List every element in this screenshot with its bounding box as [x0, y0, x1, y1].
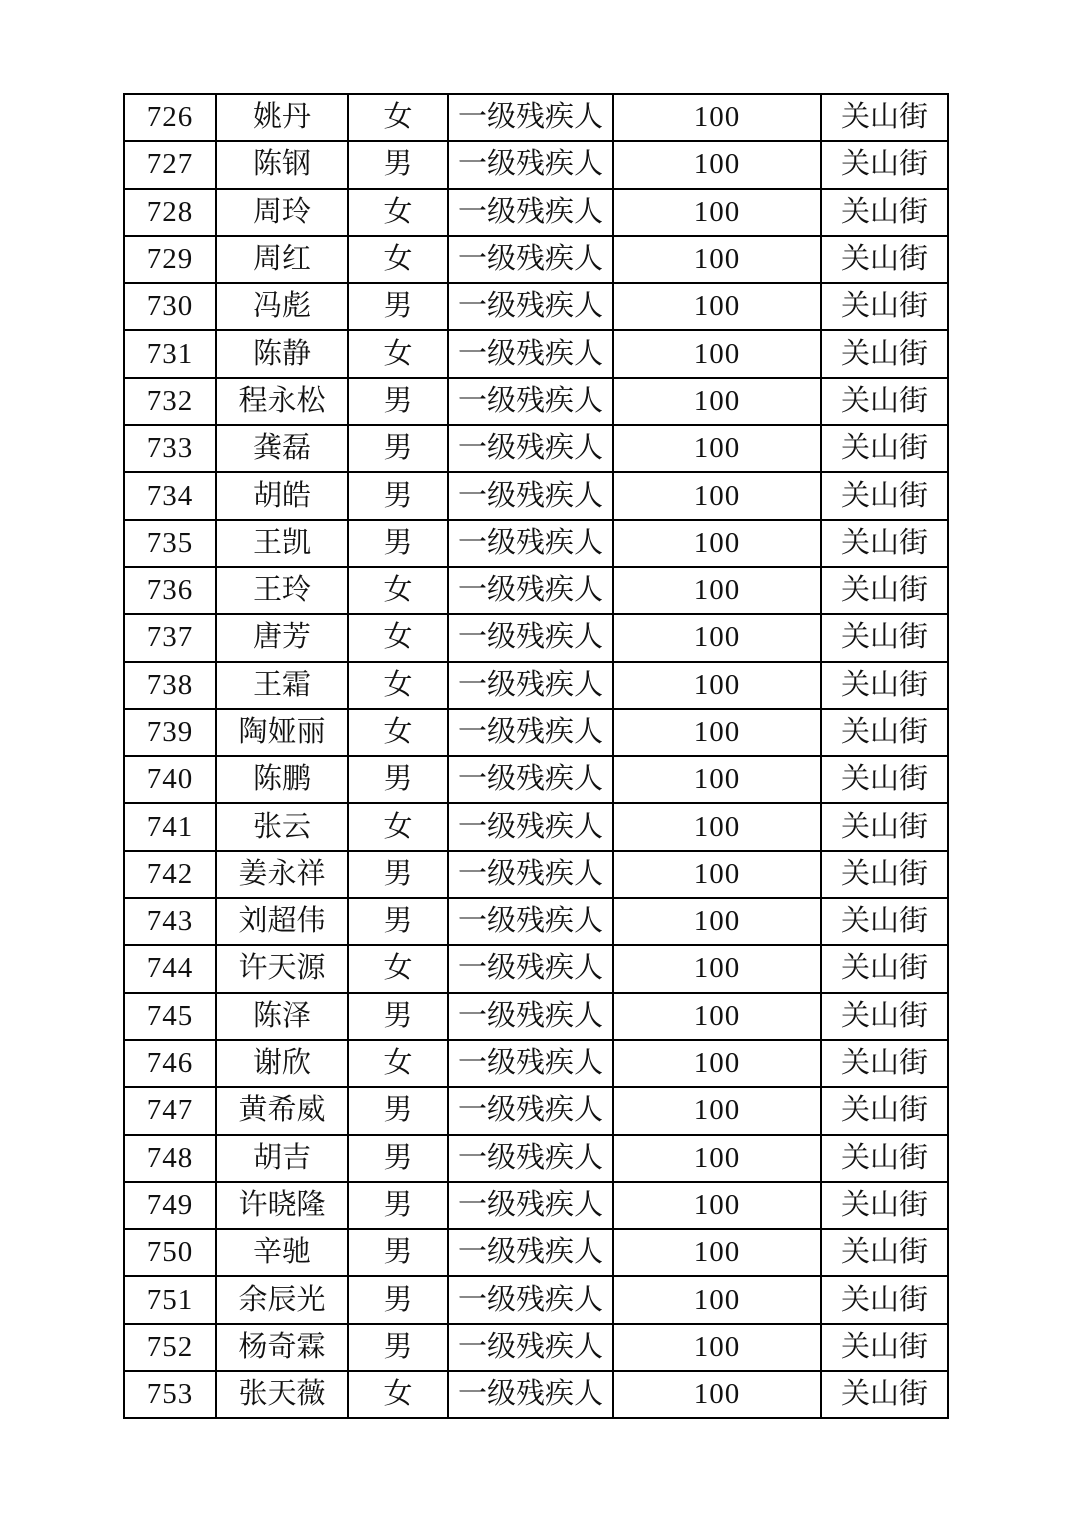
cell-gender: 女 [348, 945, 448, 992]
cell-gender: 男 [348, 1276, 448, 1323]
cell-street: 关山街 [821, 520, 948, 567]
cell-name: 张云 [216, 803, 348, 850]
table-row [124, 189, 948, 236]
table-row [124, 1182, 948, 1229]
table-row [124, 567, 948, 614]
cell-category: 一级残疾人 [448, 1135, 613, 1182]
cell-gender: 女 [348, 803, 448, 850]
cell-amount: 100 [613, 1087, 821, 1134]
cell-name: 胡吉 [216, 1135, 348, 1182]
cell-gender: 男 [348, 756, 448, 803]
cell-index: 732 [124, 378, 216, 425]
cell-street: 关山街 [821, 945, 948, 992]
table-row [124, 141, 948, 188]
cell-name: 刘超伟 [216, 898, 348, 945]
cell-amount: 100 [613, 662, 821, 709]
cell-name: 周玲 [216, 189, 348, 236]
table-row [124, 898, 948, 945]
cell-name: 姜永祥 [216, 851, 348, 898]
cell-index: 730 [124, 283, 216, 330]
cell-street: 关山街 [821, 141, 948, 188]
cell-street: 关山街 [821, 189, 948, 236]
cell-category: 一级残疾人 [448, 803, 613, 850]
cell-category: 一级残疾人 [448, 94, 613, 141]
cell-index: 752 [124, 1324, 216, 1371]
cell-amount: 100 [613, 803, 821, 850]
cell-amount: 100 [613, 141, 821, 188]
cell-category: 一级残疾人 [448, 283, 613, 330]
cell-amount: 100 [613, 945, 821, 992]
cell-street: 关山街 [821, 567, 948, 614]
cell-gender: 女 [348, 1371, 448, 1418]
cell-index: 739 [124, 709, 216, 756]
cell-category: 一级残疾人 [448, 1087, 613, 1134]
cell-street: 关山街 [821, 1371, 948, 1418]
cell-amount: 100 [613, 1276, 821, 1323]
cell-name: 姚丹 [216, 94, 348, 141]
cell-category: 一级残疾人 [448, 141, 613, 188]
cell-name: 许天源 [216, 945, 348, 992]
table-row [124, 1040, 948, 1087]
table-row [124, 662, 948, 709]
cell-name: 黄希威 [216, 1087, 348, 1134]
table-row [124, 378, 948, 425]
table-row [124, 1229, 948, 1276]
cell-street: 关山街 [821, 614, 948, 661]
cell-amount: 100 [613, 94, 821, 141]
cell-amount: 100 [613, 614, 821, 661]
cell-street: 关山街 [821, 851, 948, 898]
cell-street: 关山街 [821, 662, 948, 709]
cell-street: 关山街 [821, 898, 948, 945]
table-row [124, 1087, 948, 1134]
table-row [124, 1371, 948, 1418]
cell-gender: 男 [348, 898, 448, 945]
cell-index: 740 [124, 756, 216, 803]
cell-category: 一级残疾人 [448, 898, 613, 945]
cell-gender: 男 [348, 1135, 448, 1182]
cell-index: 749 [124, 1182, 216, 1229]
cell-index: 741 [124, 803, 216, 850]
cell-category: 一级残疾人 [448, 662, 613, 709]
cell-name: 谢欣 [216, 1040, 348, 1087]
cell-street: 关山街 [821, 1324, 948, 1371]
cell-gender: 女 [348, 1040, 448, 1087]
cell-category: 一级残疾人 [448, 756, 613, 803]
table-row [124, 425, 948, 472]
cell-gender: 男 [348, 378, 448, 425]
cell-name: 陈静 [216, 330, 348, 377]
cell-gender: 男 [348, 425, 448, 472]
cell-category: 一级残疾人 [448, 614, 613, 661]
cell-amount: 100 [613, 1229, 821, 1276]
cell-name: 陶娅丽 [216, 709, 348, 756]
cell-street: 关山街 [821, 1229, 948, 1276]
cell-amount: 100 [613, 1135, 821, 1182]
cell-name: 唐芳 [216, 614, 348, 661]
cell-street: 关山街 [821, 1135, 948, 1182]
cell-gender: 男 [348, 520, 448, 567]
cell-street: 关山街 [821, 1182, 948, 1229]
cell-index: 745 [124, 993, 216, 1040]
cell-category: 一级残疾人 [448, 425, 613, 472]
table-row [124, 851, 948, 898]
cell-name: 陈泽 [216, 993, 348, 1040]
cell-gender: 女 [348, 94, 448, 141]
cell-street: 关山街 [821, 993, 948, 1040]
cell-index: 748 [124, 1135, 216, 1182]
table-row [124, 993, 948, 1040]
cell-category: 一级残疾人 [448, 1371, 613, 1418]
table-row [124, 1324, 948, 1371]
cell-street: 关山街 [821, 803, 948, 850]
cell-category: 一级残疾人 [448, 236, 613, 283]
cell-category: 一级残疾人 [448, 709, 613, 756]
cell-name: 杨奇霖 [216, 1324, 348, 1371]
cell-category: 一级残疾人 [448, 189, 613, 236]
cell-amount: 100 [613, 236, 821, 283]
table-row [124, 330, 948, 377]
cell-category: 一级残疾人 [448, 993, 613, 1040]
cell-index: 737 [124, 614, 216, 661]
cell-name: 王玲 [216, 567, 348, 614]
cell-name: 冯彪 [216, 283, 348, 330]
cell-amount: 100 [613, 520, 821, 567]
cell-name: 张天薇 [216, 1371, 348, 1418]
cell-category: 一级残疾人 [448, 851, 613, 898]
cell-amount: 100 [613, 189, 821, 236]
cell-street: 关山街 [821, 378, 948, 425]
cell-amount: 100 [613, 1371, 821, 1418]
cell-amount: 100 [613, 567, 821, 614]
cell-amount: 100 [613, 756, 821, 803]
cell-amount: 100 [613, 283, 821, 330]
table-row [124, 803, 948, 850]
cell-street: 关山街 [821, 709, 948, 756]
cell-category: 一级残疾人 [448, 1040, 613, 1087]
table-row [124, 94, 948, 141]
cell-category: 一级残疾人 [448, 1324, 613, 1371]
cell-street: 关山街 [821, 1087, 948, 1134]
cell-amount: 100 [613, 330, 821, 377]
cell-index: 753 [124, 1371, 216, 1418]
cell-category: 一级残疾人 [448, 567, 613, 614]
cell-name: 王霜 [216, 662, 348, 709]
cell-gender: 男 [348, 851, 448, 898]
cell-index: 738 [124, 662, 216, 709]
cell-index: 733 [124, 425, 216, 472]
cell-index: 727 [124, 141, 216, 188]
cell-name: 余辰光 [216, 1276, 348, 1323]
beneficiary-roster-table [123, 93, 949, 1419]
cell-name: 胡皓 [216, 472, 348, 519]
cell-amount: 100 [613, 472, 821, 519]
cell-gender: 男 [348, 141, 448, 188]
cell-name: 王凯 [216, 520, 348, 567]
cell-index: 751 [124, 1276, 216, 1323]
cell-gender: 女 [348, 236, 448, 283]
table-row [124, 472, 948, 519]
cell-amount: 100 [613, 993, 821, 1040]
table-row [124, 236, 948, 283]
cell-amount: 100 [613, 709, 821, 756]
cell-gender: 男 [348, 1324, 448, 1371]
cell-index: 726 [124, 94, 216, 141]
cell-street: 关山街 [821, 425, 948, 472]
cell-street: 关山街 [821, 472, 948, 519]
cell-category: 一级残疾人 [448, 945, 613, 992]
cell-name: 龚磊 [216, 425, 348, 472]
cell-category: 一级残疾人 [448, 1182, 613, 1229]
cell-category: 一级残疾人 [448, 378, 613, 425]
cell-gender: 男 [348, 1229, 448, 1276]
roster-table-body [124, 94, 948, 1418]
cell-category: 一级残疾人 [448, 330, 613, 377]
cell-street: 关山街 [821, 283, 948, 330]
cell-name: 陈鹏 [216, 756, 348, 803]
cell-street: 关山街 [821, 94, 948, 141]
cell-gender: 女 [348, 709, 448, 756]
table-row [124, 614, 948, 661]
cell-amount: 100 [613, 425, 821, 472]
cell-category: 一级残疾人 [448, 520, 613, 567]
cell-index: 747 [124, 1087, 216, 1134]
cell-index: 729 [124, 236, 216, 283]
cell-amount: 100 [613, 378, 821, 425]
cell-gender: 男 [348, 993, 448, 1040]
cell-index: 734 [124, 472, 216, 519]
cell-amount: 100 [613, 1182, 821, 1229]
cell-gender: 男 [348, 472, 448, 519]
table-row [124, 1276, 948, 1323]
cell-street: 关山街 [821, 236, 948, 283]
cell-name: 辛驰 [216, 1229, 348, 1276]
cell-gender: 女 [348, 614, 448, 661]
cell-category: 一级残疾人 [448, 1276, 613, 1323]
cell-category: 一级残疾人 [448, 1229, 613, 1276]
cell-index: 742 [124, 851, 216, 898]
table-row [124, 945, 948, 992]
cell-amount: 100 [613, 1040, 821, 1087]
cell-gender: 男 [348, 283, 448, 330]
cell-street: 关山街 [821, 756, 948, 803]
cell-gender: 女 [348, 330, 448, 377]
table-row [124, 709, 948, 756]
cell-gender: 女 [348, 662, 448, 709]
cell-category: 一级残疾人 [448, 472, 613, 519]
cell-index: 746 [124, 1040, 216, 1087]
table-row [124, 1135, 948, 1182]
cell-index: 744 [124, 945, 216, 992]
cell-name: 周红 [216, 236, 348, 283]
cell-gender: 女 [348, 189, 448, 236]
cell-street: 关山街 [821, 1276, 948, 1323]
cell-name: 许晓隆 [216, 1182, 348, 1229]
cell-index: 735 [124, 520, 216, 567]
table-row [124, 520, 948, 567]
cell-amount: 100 [613, 1324, 821, 1371]
cell-name: 程永松 [216, 378, 348, 425]
cell-amount: 100 [613, 898, 821, 945]
cell-index: 736 [124, 567, 216, 614]
cell-index: 728 [124, 189, 216, 236]
cell-gender: 女 [348, 567, 448, 614]
cell-street: 关山街 [821, 330, 948, 377]
cell-amount: 100 [613, 851, 821, 898]
cell-gender: 男 [348, 1182, 448, 1229]
cell-street: 关山街 [821, 1040, 948, 1087]
cell-index: 743 [124, 898, 216, 945]
cell-index: 731 [124, 330, 216, 377]
table-row [124, 283, 948, 330]
cell-index: 750 [124, 1229, 216, 1276]
table-row [124, 756, 948, 803]
cell-gender: 男 [348, 1087, 448, 1134]
cell-name: 陈钢 [216, 141, 348, 188]
